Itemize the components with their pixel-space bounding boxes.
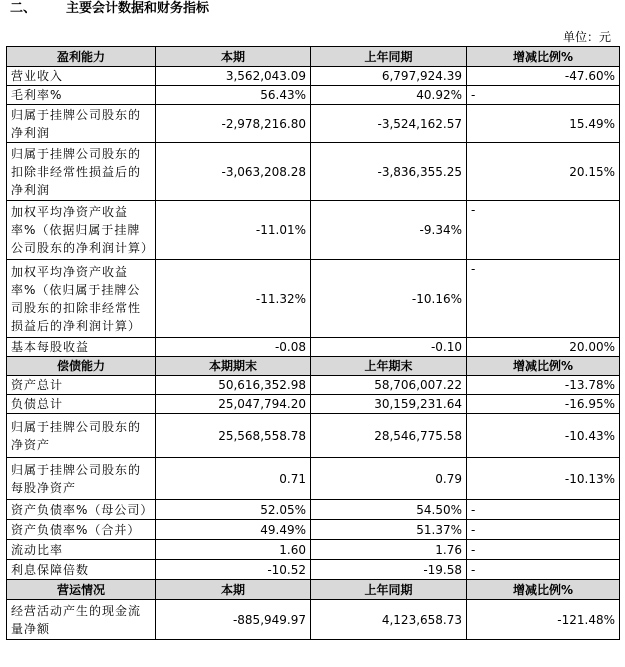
profitability-header-row xyxy=(7,47,620,67)
previous-value: -19.58 xyxy=(311,560,467,580)
current-value: 3,562,043.09 xyxy=(156,67,311,86)
current-value: -11.32% xyxy=(156,260,311,338)
table-row xyxy=(7,338,620,357)
financial-indicators-table xyxy=(6,46,620,640)
current-value: 25,047,794.20 xyxy=(156,395,311,414)
change-value: - xyxy=(467,560,620,580)
table-row xyxy=(7,86,620,105)
section-heading xyxy=(4,0,604,18)
section-title: 主要会计数据和财务指标 xyxy=(66,1,210,16)
change-value: 20.00% xyxy=(467,338,620,357)
current-value: -885,949.97 xyxy=(156,600,311,640)
table-row xyxy=(7,540,620,560)
section-number: 二、 xyxy=(10,1,37,16)
row-label: 资产总计 xyxy=(7,376,156,395)
table-row xyxy=(7,143,620,201)
table-row xyxy=(7,600,620,640)
previous-value: -3,836,355.25 xyxy=(311,143,467,201)
row-label: 流动比率 xyxy=(7,540,156,560)
table-row xyxy=(7,67,620,86)
header-category: 营运情况 xyxy=(7,580,156,600)
row-label: 归属于挂牌公司股东的净资产 xyxy=(7,414,156,458)
previous-value: 28,546,775.58 xyxy=(311,414,467,458)
current-value: 25,568,558.78 xyxy=(156,414,311,458)
header-current: 本期 xyxy=(156,47,311,67)
current-value: 52.05% xyxy=(156,500,311,520)
previous-value: 54.50% xyxy=(311,500,467,520)
previous-value: 6,797,924.39 xyxy=(311,67,467,86)
table-row xyxy=(7,376,620,395)
table-row xyxy=(7,260,620,338)
current-value: -3,063,208.28 xyxy=(156,143,311,201)
header-change: 增减比例% xyxy=(467,357,620,376)
current-value: 49.49% xyxy=(156,520,311,540)
row-label: 资产负债率%（合并） xyxy=(7,520,156,540)
change-value: -47.60% xyxy=(467,67,620,86)
header-category: 偿债能力 xyxy=(7,357,156,376)
current-value: -2,978,216.80 xyxy=(156,105,311,143)
current-value: -10.52 xyxy=(156,560,311,580)
row-label: 归属于挂牌公司股东的每股净资产 xyxy=(7,458,156,500)
previous-value: -10.16% xyxy=(311,260,467,338)
change-value: -13.78% xyxy=(467,376,620,395)
table-row xyxy=(7,105,620,143)
row-label: 加权平均净资产收益率%（依归属于挂牌公司股东的扣除非经常性损益后的净利润计算） xyxy=(7,260,156,338)
current-value: 0.71 xyxy=(156,458,311,500)
change-value: -10.43% xyxy=(467,414,620,458)
unit-label: 单位：元 xyxy=(562,30,611,44)
previous-value: 40.92% xyxy=(311,86,467,105)
header-previous: 上年期末 xyxy=(311,357,467,376)
change-value: - xyxy=(467,540,620,560)
change-value: - xyxy=(467,260,620,338)
row-label: 归属于挂牌公司股东的扣除非经常性损益后的净利润 xyxy=(7,143,156,201)
previous-value: -3,524,162.57 xyxy=(311,105,467,143)
header-current: 本期 xyxy=(156,580,311,600)
change-value: 20.15% xyxy=(467,143,620,201)
header-current: 本期期末 xyxy=(156,357,311,376)
previous-value: -0.10 xyxy=(311,338,467,357)
current-value: -11.01% xyxy=(156,201,311,260)
header-change: 增减比例% xyxy=(467,580,620,600)
current-value: -0.08 xyxy=(156,338,311,357)
row-label: 归属于挂牌公司股东的净利润 xyxy=(7,105,156,143)
header-previous: 上年同期 xyxy=(311,580,467,600)
table-row xyxy=(7,500,620,520)
previous-value: 0.79 xyxy=(311,458,467,500)
table-row xyxy=(7,201,620,260)
change-value: -16.95% xyxy=(467,395,620,414)
row-label: 资产负债率%（母公司） xyxy=(7,500,156,520)
change-value: - xyxy=(467,86,620,105)
change-value: - xyxy=(467,520,620,540)
row-label: 营业收入 xyxy=(7,67,156,86)
change-value: - xyxy=(467,201,620,260)
change-value: -10.13% xyxy=(467,458,620,500)
change-value: - xyxy=(467,500,620,520)
row-label: 负债总计 xyxy=(7,395,156,414)
table-row xyxy=(7,458,620,500)
row-label: 经营活动产生的现金流量净额 xyxy=(7,600,156,640)
previous-value: 1.76 xyxy=(311,540,467,560)
change-value: 15.49% xyxy=(467,105,620,143)
table-row xyxy=(7,414,620,458)
solvency-header-row xyxy=(7,357,620,376)
change-value: -121.48% xyxy=(467,600,620,640)
previous-value: -9.34% xyxy=(311,201,467,260)
previous-value: 51.37% xyxy=(311,520,467,540)
row-label: 毛利率% xyxy=(7,86,156,105)
operations-header-row xyxy=(7,580,620,600)
header-previous: 上年同期 xyxy=(311,47,467,67)
row-label: 基本每股收益 xyxy=(7,338,156,357)
table-row xyxy=(7,395,620,414)
header-change: 增减比例% xyxy=(467,47,620,67)
previous-value: 30,159,231.64 xyxy=(311,395,467,414)
previous-value: 58,706,007.22 xyxy=(311,376,467,395)
table-row xyxy=(7,520,620,540)
current-value: 1.60 xyxy=(156,540,311,560)
previous-value: 4,123,658.73 xyxy=(311,600,467,640)
row-label: 利息保障倍数 xyxy=(7,560,156,580)
row-label: 加权平均净资产收益率%（依据归属于挂牌公司股东的净利润计算） xyxy=(7,201,156,260)
table-row xyxy=(7,560,620,580)
current-value: 56.43% xyxy=(156,86,311,105)
current-value: 50,616,352.98 xyxy=(156,376,311,395)
header-category: 盈利能力 xyxy=(7,47,156,67)
